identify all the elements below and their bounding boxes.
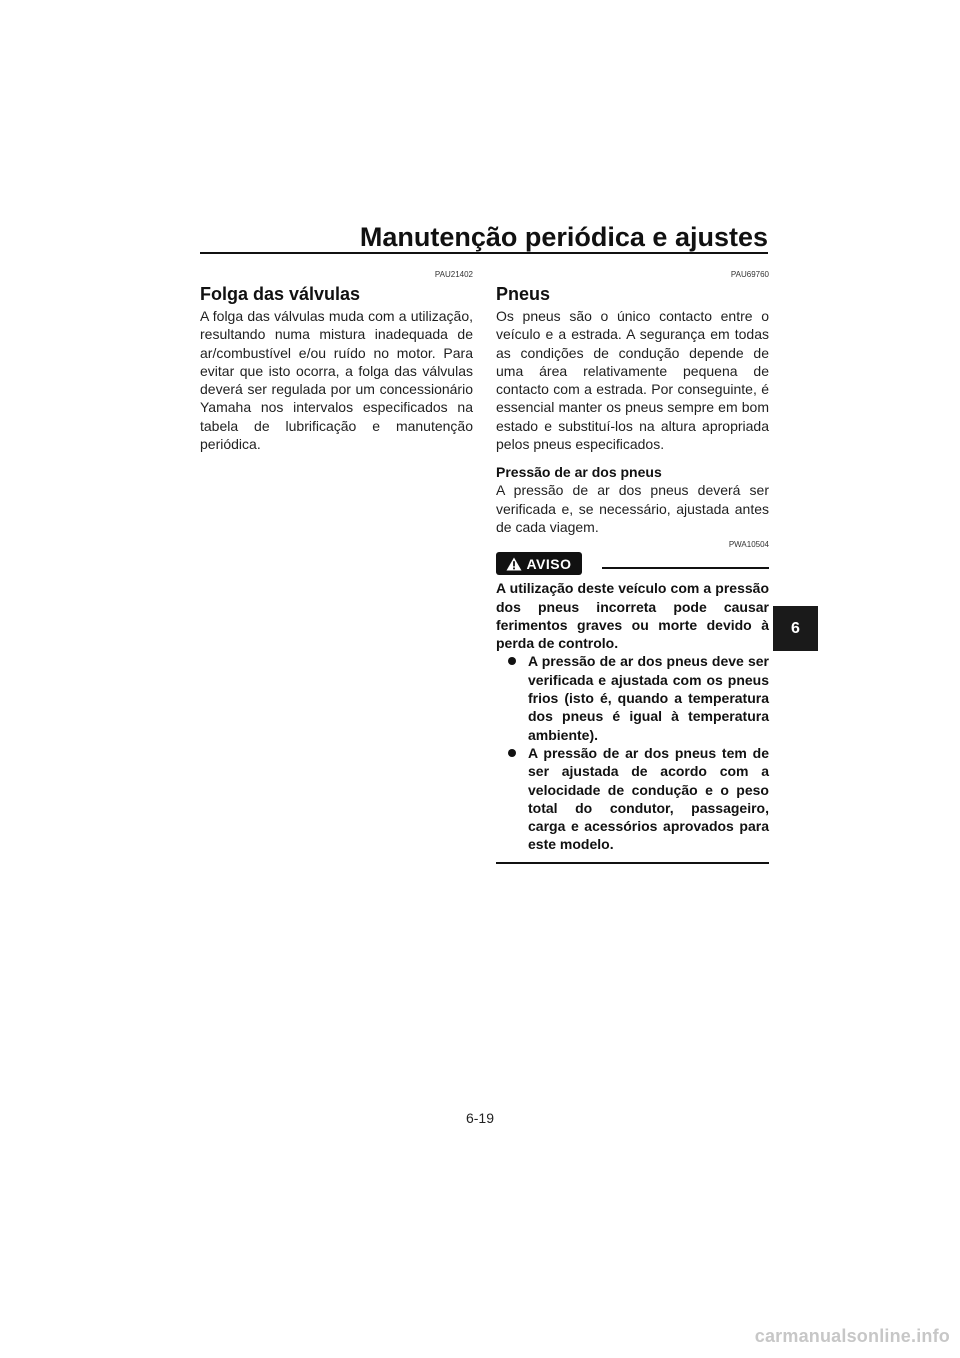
- section-code: PAU69760: [730, 270, 769, 279]
- subsection-body-tire-pressure: A pressão de ar dos pneus deverá ser verificada e, se necessário, ajustada antes de cada viagem.: [496, 482, 769, 535]
- page-header-title: Manutenção periódica e ajustes: [359, 222, 768, 252]
- right-column: [496, 270, 769, 864]
- left-column: [200, 270, 473, 453]
- warning-list: [496, 652, 769, 853]
- warning-code: PWA10504: [728, 540, 769, 550]
- warning-rule: [602, 567, 769, 569]
- warning-list-item: A pressão de ar dos pneus deve ser verificada e ajustada com os pneus frios (isto é, quando a temperatura dos pneus é igual à temperatura ambiente).: [508, 652, 769, 743]
- chapter-tab: 6: [773, 606, 818, 651]
- bullet-icon: [508, 749, 516, 757]
- section-heading-tires: Pneus: [496, 284, 551, 304]
- warning-text: A utilização deste veículo com a pressão dos pneus incorreta pode causar ferimentos graves ou morte devido à perda de controlo.: [496, 580, 769, 652]
- page-number: 6-19: [465, 1110, 495, 1126]
- subheading-tire-pressure: Pressão de ar dos pneus: [496, 464, 662, 481]
- watermark: carmanualsonline.info: [754, 1326, 950, 1346]
- warning-list-item: A pressão de ar dos pneus tem de ser ajustada de acordo com a velocidade de condução e o peso total do condutor, passageiro, carga e acessórios aprovados para este modelo.: [508, 744, 769, 854]
- bullet-icon: [508, 657, 516, 665]
- warning-header: [496, 552, 769, 575]
- header-rule: [200, 252, 768, 254]
- section-heading-valve-clearance: Folga das válvulas: [200, 284, 361, 304]
- section-body-valve-clearance: A folga das válvulas muda com a utilização, resultando numa mistura inadequada de ar/combustível e/ou ruído no motor. Para evitar que isto ocorra, a folga das válvulas deverá ser regulada por um concessionário Yamaha nos intervalos especificados na tabela de lubrificação e manutenção periódica.: [200, 308, 473, 453]
- section-code: PAU21402: [434, 270, 473, 279]
- warning-badge: [496, 552, 582, 575]
- warning-triangle-icon: [506, 557, 522, 571]
- warning-label: AVISO: [526, 555, 572, 572]
- warning-end-rule: [496, 862, 769, 864]
- section-body-tires: Os pneus são o único contacto entre o veículo e a estrada. A segurança em todas as condições de condução depende de uma área relativamente pequena de contacto com a estrada. Por conseguinte, é essencial manter os pneus sempre em bom estado e substituí-los na altura apropriada pelos pneus especificados.: [496, 308, 769, 453]
